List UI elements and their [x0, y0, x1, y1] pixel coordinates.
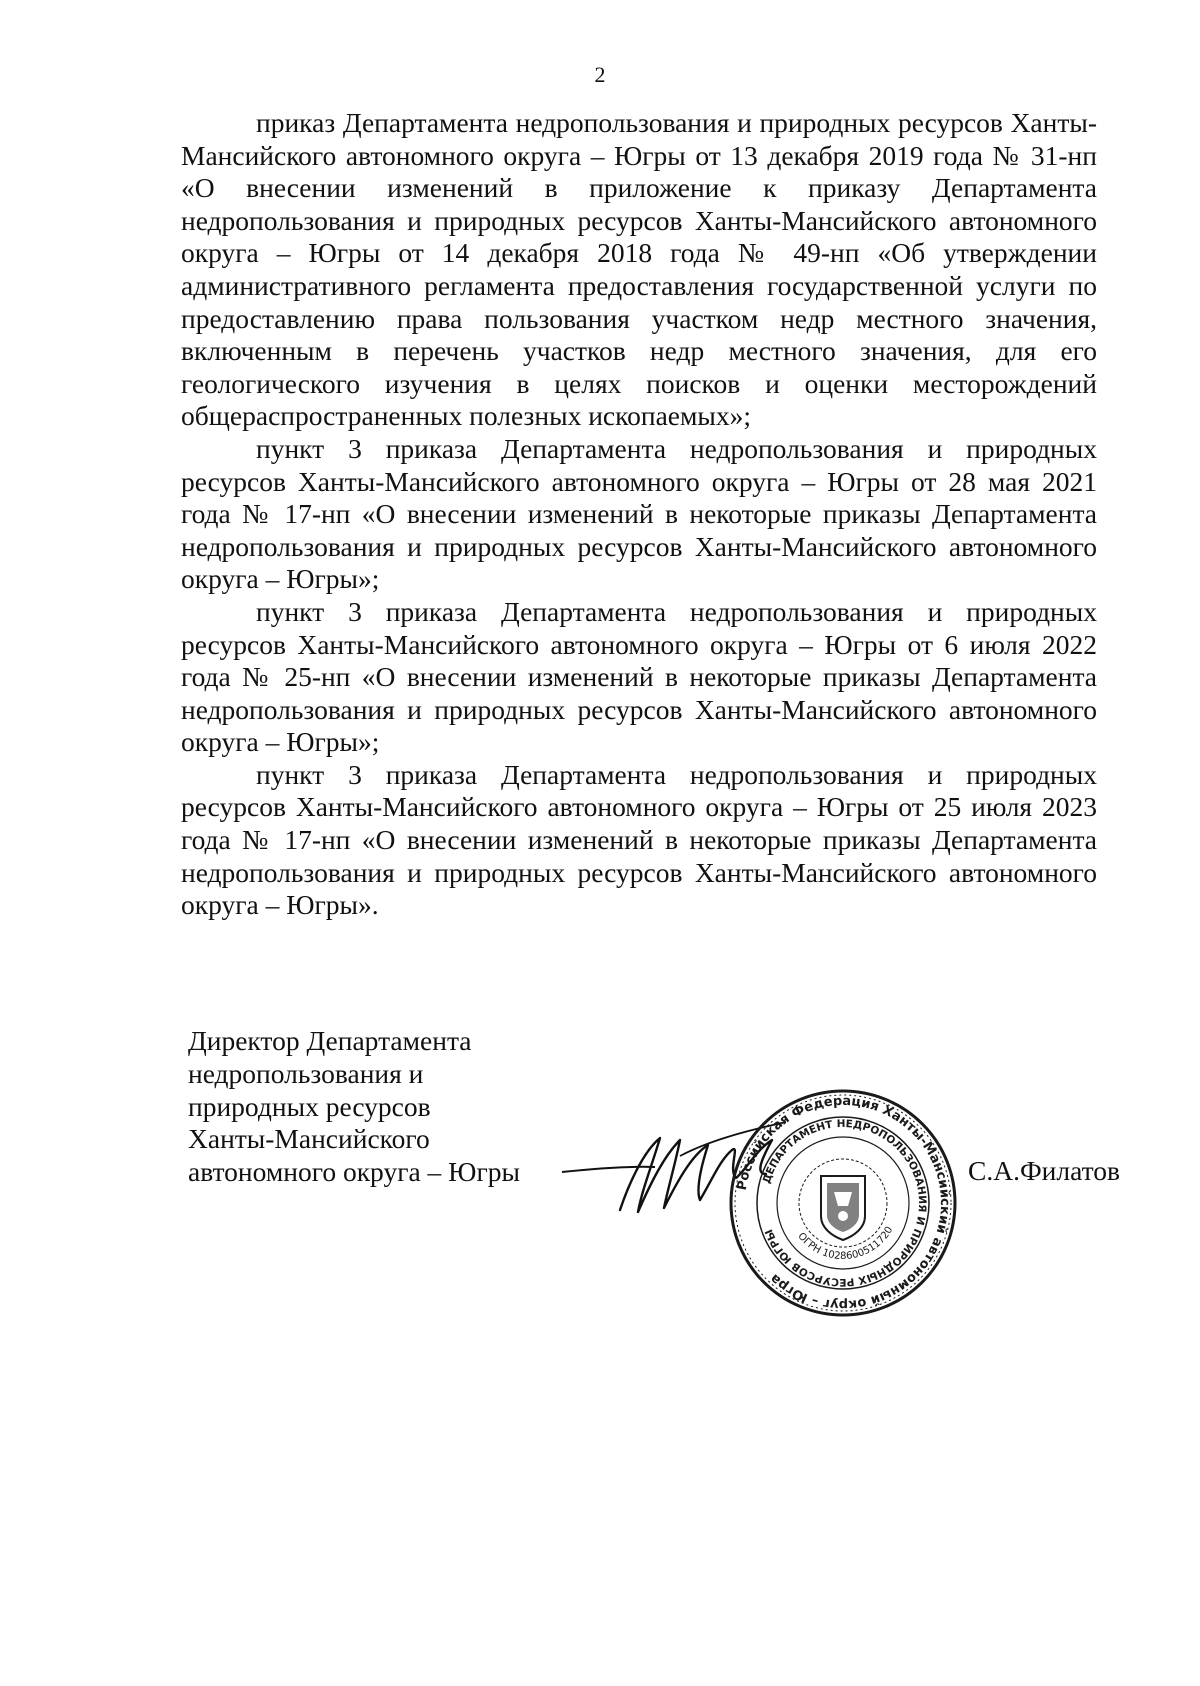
- page-number: 2: [594, 62, 606, 87]
- seal-inner-text: ОГРН 1028600511720: [795, 1224, 896, 1263]
- official-seal: [728, 1088, 958, 1318]
- coat-of-arms-icon: [821, 1176, 865, 1240]
- position-line: недропользования и: [188, 1057, 424, 1089]
- seal-graphic: [728, 1088, 958, 1318]
- seal-middle-text: ДЕПАРТАМЕНТ НЕДРОПОЛЬЗОВАНИЯ И ПРИРОДНЫХ РЕСУРСОВ ЮГРЫ: [760, 1117, 929, 1289]
- document-body: [181, 107, 1097, 922]
- position-line: Директор Департамента: [188, 1025, 472, 1056]
- position-line: Ханты-Мансийского: [188, 1123, 430, 1155]
- paragraph-3: пункт 3 приказа Департамента недропользования и природных ресурсов Ханты-Мансийского автономного округа – Югры от 6 июля 2022 года № 25-нп «О внесении изменений в некоторые приказы Департамента недропользования и природных ресурсов Ханты-Мансийского автономного округа – Югры»;: [181, 595, 1097, 758]
- signer-name: С.А.Филатов: [968, 1155, 1121, 1186]
- signatory-position: [188, 1025, 520, 1189]
- position-line: природных ресурсов: [188, 1090, 431, 1122]
- paragraph-2: пункт 3 приказа Департамента недропользования и природных ресурсов Ханты-Мансийского автономного округа – Югры от 28 мая 2021 года № 17-нп «О внесении изменений в некоторые приказы Департамента недропользования и природных ресурсов Ханты-Мансийского автономного округа – Югры»;: [181, 432, 1097, 595]
- paragraph-4: пункт 3 приказа Департамента недропользования и природных ресурсов Ханты-Мансийского автономного округа – Югры от 25 июля 2023 года № 17-нп «О внесении изменений в некоторые приказы Департамента недропользования и природных ресурсов Ханты-Мансийского автономного округа – Югры».: [181, 758, 1097, 921]
- paragraph-1: приказ Департамента недропользования и природных ресурсов Ханты-Мансийского автономного округа – Югры от 13 декабря 2019 года № 31-нп «О внесении изменений в приложение к приказу Департамента недропользования и природных ресурсов Ханты-Мансийского автономного округа – Югры от 14 декабря 2018 года № 49-нп «Об утверждении административного регламента предоставления государственной услуги по предоставлению права пользования участком недр местного значения, включенным в перечень участков недр местного значения, для его геологического изучения в целях поисков и оценки месторождений общераспространенных полезных ископаемых»;: [181, 107, 1097, 432]
- seal-outer-text: Российская Федерация Ханты-Мансийский автономный округ – Югра: [734, 1093, 953, 1313]
- position-line: автономного округа – Югры: [188, 1156, 520, 1188]
